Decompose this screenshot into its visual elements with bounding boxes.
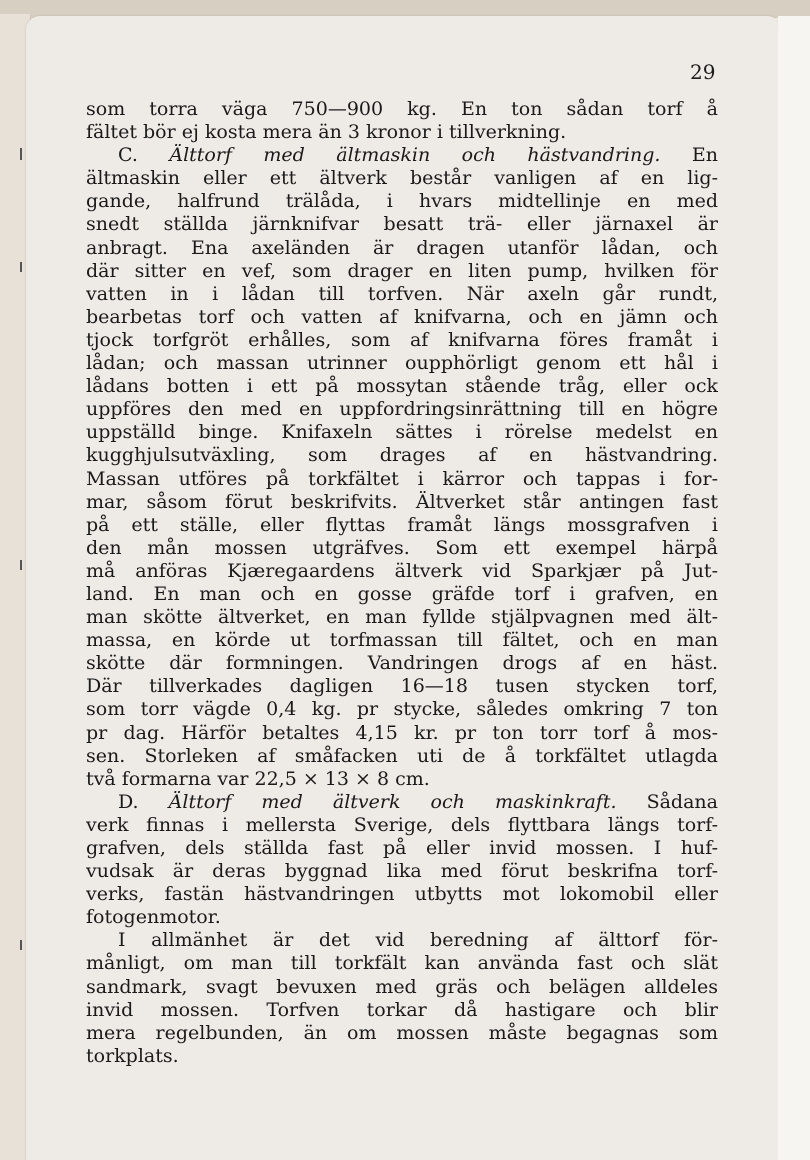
- text-line: [86, 791, 718, 814]
- text-span: Sådana: [616, 790, 718, 813]
- text-line: invid mossen. Torfven torkar då hastigare och blir: [86, 998, 718, 1021]
- text-line: lådans botten i ett på mossytan stående tråg, eller ock: [86, 375, 718, 398]
- margin-mark: [20, 560, 22, 570]
- text-line: den mån mossen utgräfves. Som ett exempel härpå: [86, 536, 718, 559]
- text-line: mar, såsom förut beskrifvits. Ältverket står antingen fast: [86, 490, 718, 513]
- text-line: land. En man och en gosse gräfde torf i grafven, en: [86, 582, 718, 605]
- text-line: på ett ställe, eller flyttas framåt längs mossgrafven i: [86, 513, 718, 536]
- text-line: Där tillverkades dagligen 16—18 tusen stycken torf,: [86, 675, 718, 698]
- text-line: fältet bör ej kosta mera än 3 kronor i tillverkning.: [86, 121, 567, 144]
- text-line: må anföras Kjæregaardens ältverk vid Sparkjær på Jut-: [86, 559, 718, 582]
- margin-mark: [20, 262, 22, 272]
- text-line: två formarna var 22,5 × 13 × 8 cm.: [86, 767, 430, 790]
- text-line: snedt ställda järnknifvar besatt trä- eller järnaxel är: [86, 213, 718, 236]
- text-line: ältmaskin eller ett ältverk består vanligen af en lig-: [86, 167, 718, 190]
- text-line: som torr vägde 0,4 kg. pr stycke, således omkring 7 ton: [86, 698, 718, 721]
- text-line: vudsak är deras byggnad lika med förut beskrifna torf-: [86, 860, 718, 883]
- text-line: torkplats.: [86, 1044, 179, 1067]
- text-line: I allmänhet är det vid beredning af älttorf för-: [118, 929, 718, 952]
- text-line: mera regelbunden, än om mossen måste begagnas som: [86, 1021, 718, 1044]
- section-heading: Älttorf med ältverk och maskinkraft.: [168, 790, 617, 813]
- text-line: fotogenmotor.: [86, 906, 221, 929]
- text-line: där sitter en vef, som drager en liten pump, hvilken för: [86, 259, 718, 282]
- text-line: sen. Storleken af småfacken uti de å torkfältet utlagda: [86, 744, 718, 767]
- text-line: gande, halfrund trälåda, i hvars midtellinje en med: [86, 190, 718, 213]
- text-line: sandmark, svagt bevuxen med gräs och belägen alldeles: [86, 975, 718, 998]
- text-line: uppföres den med en uppfordringsinrättning till en högre: [86, 398, 718, 421]
- body-text: [86, 98, 718, 1068]
- text-line: lådan; och massan utrinner oupphörligt genom ett hål i: [86, 352, 718, 375]
- text-span: En: [660, 144, 718, 167]
- text-span: D.: [118, 790, 169, 813]
- text-line: bearbetas torf och vatten af knifvarna, och en jämn och: [86, 305, 718, 328]
- text-line: verks, fastän hästvandringen utbytts mot lokomobil eller: [86, 883, 718, 906]
- text-line: pr dag. Härför betaltes 4,15 kr. pr ton torr torf å mos-: [86, 721, 718, 744]
- text-line: kugghjulsutväxling, som drages af en hästvandring.: [86, 444, 718, 467]
- text-line: anbragt. Ena axeländen är dragen utanför lådan, och: [86, 236, 718, 259]
- text-line: grafven, dels ställda fast på eller invid mossen. I huf-: [86, 837, 718, 859]
- text-line: massa, en körde ut torfmassan till fältet, och en man: [86, 629, 718, 652]
- page-number: 29: [690, 60, 716, 84]
- text-line: [86, 144, 718, 167]
- text-line: vatten in i lådan till torfven. När axeln går rundt,: [86, 282, 718, 305]
- text-line: Massan utföres på torkfältet i kärror och tappas i for-: [86, 467, 718, 490]
- text-span: C.: [118, 144, 170, 167]
- right-margin: [778, 16, 810, 1160]
- text-line: uppställd binge. Knifaxeln sättes i rörelse medelst en: [86, 421, 718, 444]
- text-line: som torra väga 750—900 kg. En ton sådan torf å: [86, 98, 718, 120]
- text-line: verk finnas i mellersta Sverige, dels flyttbara längs torf-: [86, 813, 718, 836]
- text-line: månligt, om man till torkfält kan använda fast och slät: [86, 952, 718, 975]
- margin-mark: [20, 940, 22, 950]
- margin-mark: [20, 148, 22, 160]
- section-heading: Älttorf med ältmaskin och hästvandring.: [169, 144, 661, 167]
- text-line: skötte där formningen. Vandringen drogs af en häst.: [86, 652, 718, 675]
- text-line: tjock torfgröt erhålles, som af knifvarna föres framåt i: [86, 328, 718, 351]
- text-line: man skötte ältverket, en man fyllde stjälpvagnen med ält-: [86, 606, 718, 629]
